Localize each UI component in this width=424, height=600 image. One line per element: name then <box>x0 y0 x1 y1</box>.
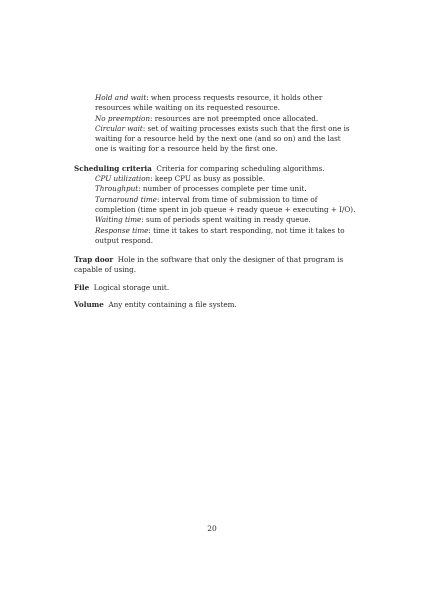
definition: : set of waiting processes exists such that the first one is waiting for a resource held by the next one (and so on) and the last one is waiting for a resource held by the first one. <box>95 123 350 154</box>
term: CPU utilization <box>95 174 151 184</box>
definition: : sum of periods spent waiting in ready queue. <box>141 215 311 225</box>
entry-term: Volume <box>74 300 104 310</box>
term: Response time <box>95 225 149 235</box>
list-item <box>95 114 356 124</box>
entry-definition: Hole in the software that only the designer of that program is capable of using. <box>74 255 344 275</box>
definition: : time it takes to start responding, not time it takes to output respond. <box>95 225 345 245</box>
term: Throughput <box>95 184 139 194</box>
list-item <box>95 226 356 247</box>
entry-term: File <box>74 282 90 292</box>
list-item <box>95 195 356 216</box>
glossary-entry-trap-door <box>74 255 356 276</box>
term: Circular wait <box>95 123 143 133</box>
definition: : interval from time of submission to time of completion (time spent in job queue + ready queue + executing + I/O). <box>95 194 356 214</box>
term: No preemption <box>95 113 151 123</box>
list-item <box>95 124 356 155</box>
entry-definition: Criteria for comparing scheduling algorithms. <box>156 163 325 173</box>
definition: : when process requests resource, it holds other resources while waiting on its requested resource. <box>95 93 323 113</box>
definition: : number of processes complete per time unit. <box>138 184 307 194</box>
list-item <box>95 184 356 194</box>
page-number: 20 <box>207 524 217 533</box>
glossary-entry-volume <box>74 300 356 310</box>
deadlock-conditions-list <box>74 93 356 155</box>
entry-term: Trap door <box>74 255 114 265</box>
glossary-entry-file <box>74 283 356 293</box>
list-item <box>95 215 356 225</box>
term: Hold and wait <box>95 93 147 102</box>
list-item <box>95 93 356 114</box>
entry-definition: Logical storage unit. <box>93 282 170 292</box>
scheduling-criteria-list <box>74 174 356 246</box>
glossary-entry-scheduling-criteria <box>74 164 356 174</box>
definition: : keep CPU as busy as possible. <box>150 174 266 184</box>
term: Turnaround time <box>95 194 157 204</box>
term: Waiting time <box>95 215 142 225</box>
entry-term: Scheduling criteria <box>74 163 152 173</box>
page-content <box>74 93 356 310</box>
list-item <box>95 174 356 184</box>
entry-definition: Any entity containing a file system. <box>108 300 237 310</box>
definition: : resources are not preempted once allocated. <box>150 113 319 123</box>
